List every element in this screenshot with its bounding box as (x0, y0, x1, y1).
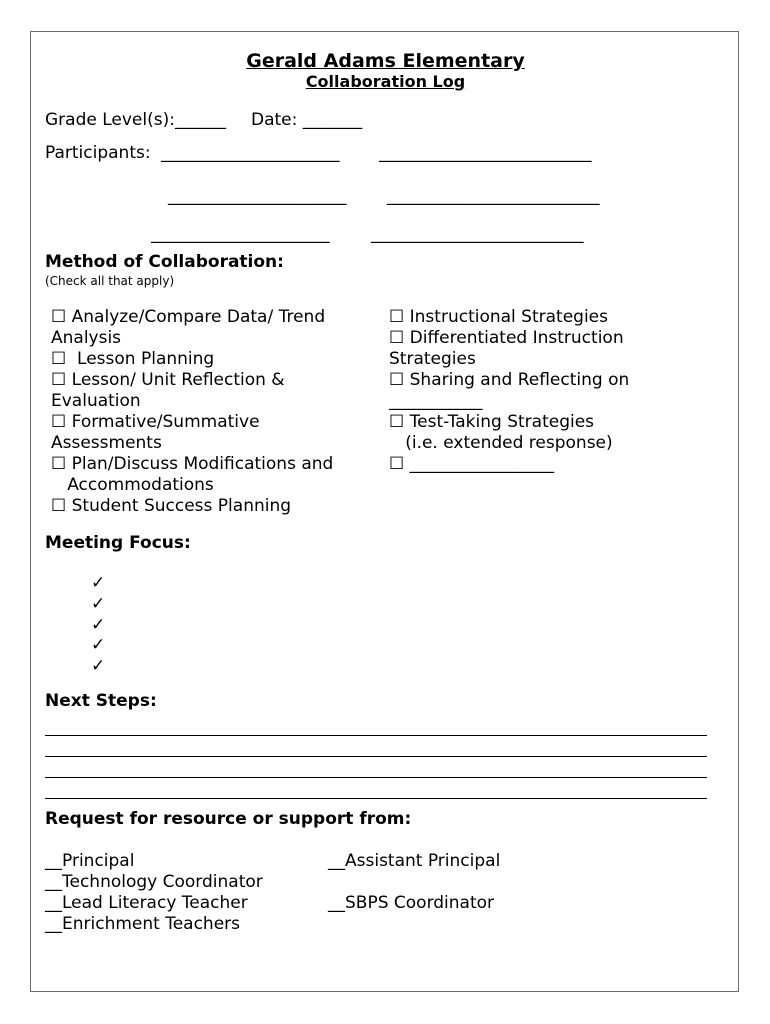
method-note: (Check all that apply) (45, 274, 175, 288)
request-option-technology-coordinator[interactable]: __Technology Coordinator (45, 872, 263, 892)
collaboration-log-page (30, 31, 739, 992)
method-left-line[interactable]: ☐ Lesson/ Unit Reflection & (51, 370, 285, 390)
method-left-line[interactable]: ☐ Analyze/Compare Data/ Trend (51, 307, 326, 327)
school-name: Gerald Adams Elementary (246, 50, 525, 72)
request-heading: Request for resource or support from: (45, 809, 412, 829)
method-left-line: Assessments (51, 433, 162, 453)
next-steps-line[interactable] (45, 756, 707, 757)
participant-blank-3[interactable]: _____________________ (168, 186, 347, 206)
participant-blank-2[interactable]: _________________________ (379, 143, 592, 163)
method-heading: Method of Collaboration: (45, 252, 284, 272)
participants-label: Participants: (45, 143, 151, 163)
next-steps-line[interactable] (45, 798, 707, 799)
form-title: Collaboration Log (305, 72, 466, 91)
method-left-line[interactable]: ☐ Lesson Planning (51, 349, 215, 369)
request-option-principal[interactable]: __Principal (45, 851, 135, 871)
method-right-line[interactable]: ☐ Test-Taking Strategies (389, 412, 595, 432)
grade-level-field[interactable]: Grade Level(s):______ (45, 110, 226, 130)
check-icon: ✓ (91, 594, 106, 614)
method-left-line: Accommodations (51, 475, 214, 495)
method-right-line[interactable]: ☐ _________________ (389, 454, 555, 474)
date-field[interactable]: Date: _______ (251, 110, 363, 130)
check-icon: ✓ (91, 635, 106, 655)
method-left-line[interactable]: ☐ Formative/Summative (51, 412, 260, 432)
participant-blank-6[interactable]: _________________________ (371, 224, 584, 244)
next-steps-heading: Next Steps: (45, 691, 157, 711)
participant-blank-5[interactable]: _____________________ (151, 224, 330, 244)
next-steps-line[interactable] (45, 777, 707, 778)
check-icon: ✓ (91, 615, 106, 635)
method-left-line[interactable]: ☐ Student Success Planning (51, 496, 292, 516)
next-steps-line[interactable] (45, 735, 707, 736)
request-option-assistant-principal[interactable]: __Assistant Principal (328, 851, 501, 871)
method-right-line[interactable]: ___________ (389, 391, 483, 411)
check-icon: ✓ (91, 656, 106, 676)
request-option-lead-literacy-teacher[interactable]: __Lead Literacy Teacher (45, 893, 248, 913)
method-left-line[interactable]: ☐ Plan/Discuss Modifications and (51, 454, 334, 474)
method-right-line: Strategies (389, 349, 476, 369)
participant-blank-4[interactable]: _________________________ (387, 186, 600, 206)
request-option-sbps-coordinator[interactable]: __SBPS Coordinator (328, 893, 495, 913)
participant-blank-1[interactable]: _____________________ (161, 143, 340, 163)
check-icon: ✓ (91, 573, 106, 593)
method-right-line[interactable]: ☐ Differentiated Instruction (389, 328, 624, 348)
method-right-line[interactable]: ☐ Instructional Strategies (389, 307, 608, 327)
method-right-line: (i.e. extended response) (389, 433, 613, 453)
method-left-line: Evaluation (51, 391, 141, 411)
request-option-enrichment-teachers[interactable]: __Enrichment Teachers (45, 914, 241, 934)
method-left-line: Analysis (51, 328, 122, 348)
meeting-focus-heading: Meeting Focus: (45, 533, 191, 553)
method-right-line[interactable]: ☐ Sharing and Reflecting on (389, 370, 630, 390)
